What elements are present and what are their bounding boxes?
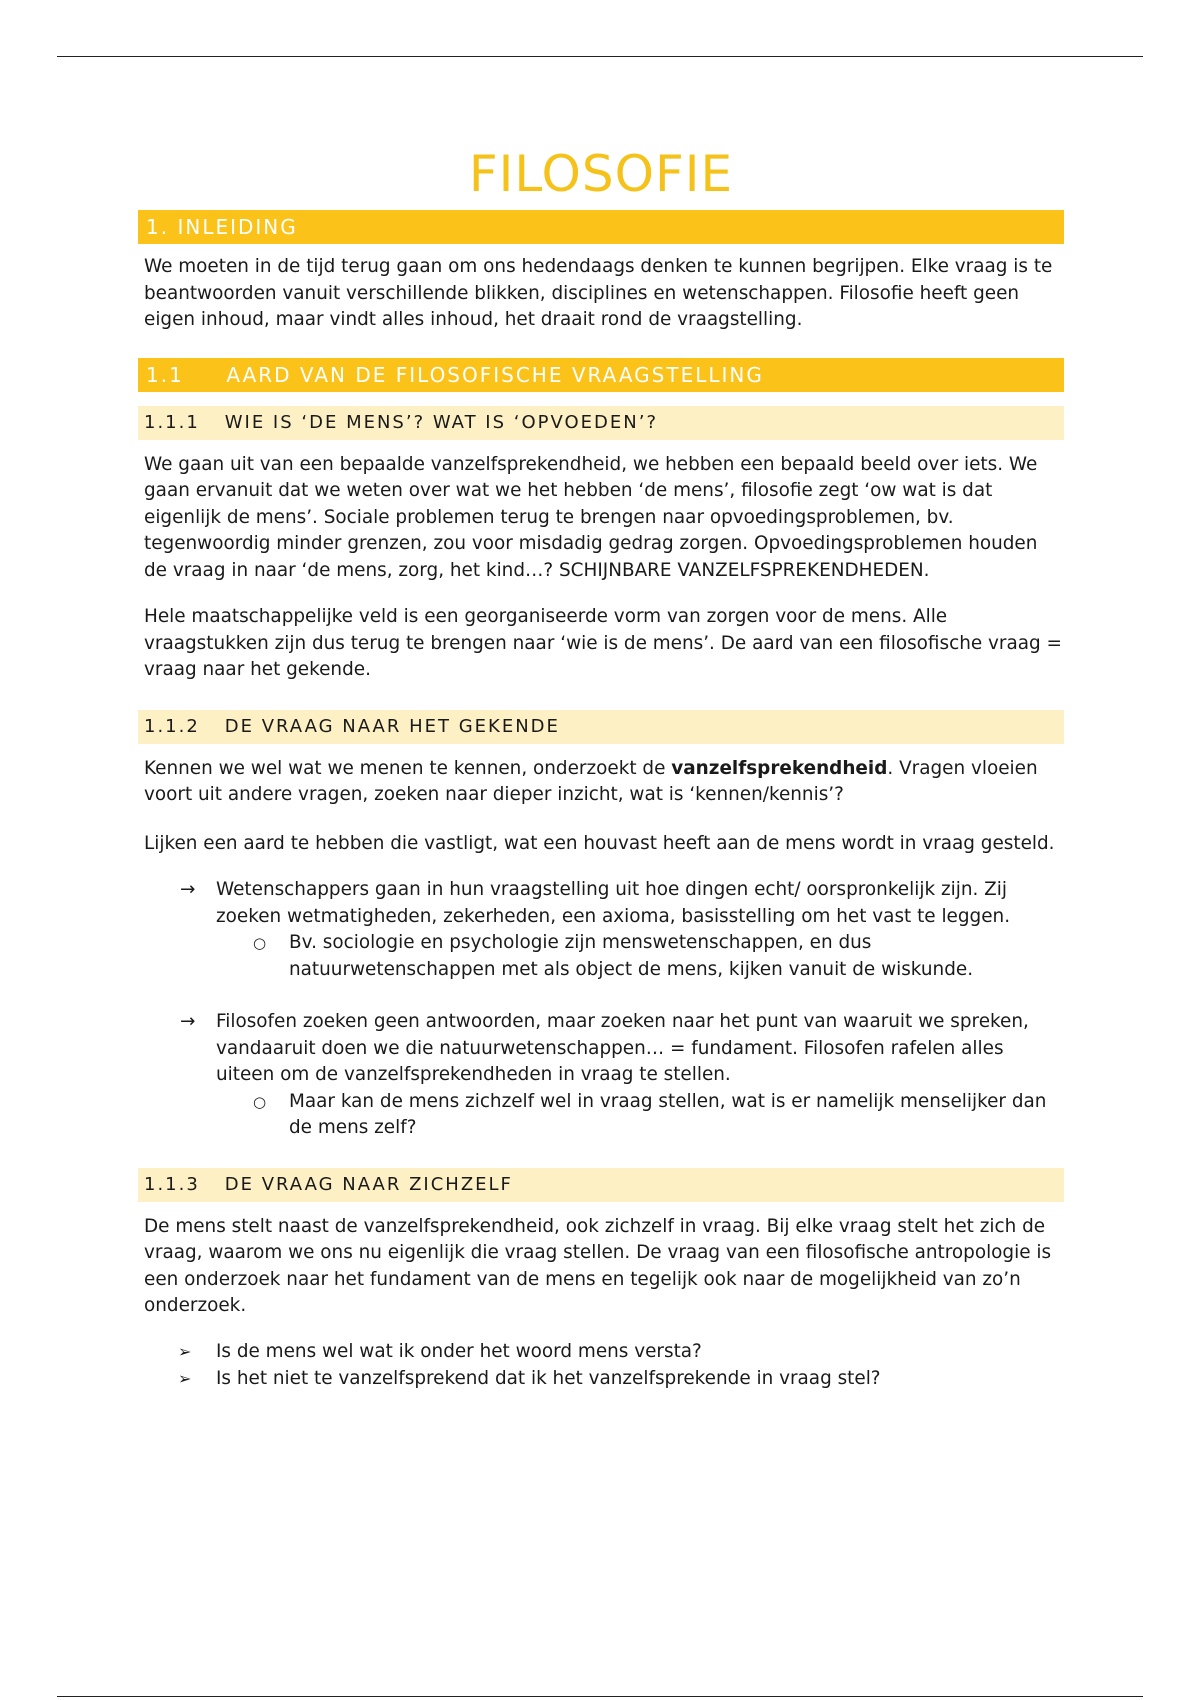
sub-list-item-text: Maar kan de mens zichzelf wel in vraag stellen, wat is er namelijk menselijker dan de mens zelf? [289, 1090, 1047, 1138]
list-item [138, 1338, 1064, 1365]
sub-list-item [216, 1089, 1064, 1142]
subsection-heading-wie-is-de-mens [138, 406, 1064, 440]
inleiding-paragraph: We moeten in de tijd terug gaan om ons hedendaags denken te kunnen begrijpen. Elke vraag is te beantwoorden vanuit verschillende blikken, disciplines en wetenschappen. Filosofie heeft geen eigen inhoud, maar vindt alles inhoud, het draait rond de vraagstelling. [144, 256, 1053, 330]
subsection-number: 1.1.2 [144, 715, 200, 737]
arrow-right-icon: → [180, 879, 196, 900]
bullet-list [138, 1338, 1064, 1392]
sub-list-item [216, 930, 1064, 983]
subsection-heading-zichzelf [138, 1168, 1064, 1202]
arrow-right-icon: → [180, 1011, 196, 1032]
list-item-text: Is de mens wel wat ik onder het woord mens versta? [216, 1340, 702, 1362]
section-number: 1.1 [146, 362, 184, 387]
paragraph: We gaan uit van een bepaalde vanzelfsprekendheid, we hebben een bepaald beeld over iets. We gaan ervanuit dat we weten over wat we het hebben ‘de mens’, filosofie zegt ‘ow wat is dat eigenlijk de mens’. Sociale problemen terug te brengen naar opvoedingsproblemen, bv. tegenwoordig minder grenzen, zou voor misdadig gedrag zorgen. Opvoedingsproblemen houden de vraag in naar ‘de mens, zorg, het kind…? SCHIJNBARE VANZELFSPREKENDHEDEN. [144, 453, 1038, 581]
footer-rule [57, 1696, 1143, 1697]
arrow-list [138, 877, 1064, 1142]
list-item-text: Is het niet te vanzelfsprekend dat ik het vanzelfsprekende in vraag stel? [216, 1367, 881, 1389]
document-title: FILOSOFIE [468, 145, 734, 203]
text-run: Kennen we wel wat we menen te kennen, onderzoekt de [144, 757, 672, 779]
paragraph [138, 756, 1064, 809]
subsection-title: DE VRAAG NAAR ZICHZELF [224, 1173, 513, 1195]
subsection-heading-gekende [138, 710, 1064, 744]
subsection-title: DE VRAAG NAAR HET GEKENDE [224, 715, 560, 737]
list-item-text: Wetenschappers gaan in hun vraagstelling uit hoe dingen echt/ oorspronkelijk zijn. Zij zoeken wetmatigheden, zekerheden, een axioma, basisstelling om het vast te leggen. [216, 879, 1011, 927]
subsection-title: WIE IS ‘DE MENS’? WAT IS ‘OPVOEDEN’? [224, 411, 659, 433]
sub-list-item-text: Bv. sociologie en psychologie zijn menswetenschappen, en dus natuurwetenschappen met als object de mens, kijken vanuit de wiskunde. [289, 932, 974, 980]
section-number: 1. [146, 215, 170, 239]
section-heading-inleiding [138, 210, 1064, 244]
arrowhead-bullet-icon: ➢ [178, 1368, 192, 1388]
circle-bullet-icon: ○ [253, 934, 267, 952]
circle-bullet-icon: ○ [253, 1092, 267, 1111]
subsection-number: 1.1.3 [144, 1173, 200, 1195]
section-title: INLEIDING [177, 215, 298, 239]
header-rule [57, 56, 1143, 57]
list-item [138, 1009, 1064, 1142]
document-body [138, 138, 1064, 1392]
paragraph: De mens stelt naast de vanzelfsprekendheid, ook zichzelf in vraag. Bij elke vraag stelt het zich de vraag, waarom we ons nu eigenlijk die vraag stellen. De vraag van een filosofische antropologie is een onderzoek naar het fundament van de mens en tegelijk ook naar de mogelijkheid van zo’n onderzoek. [144, 1215, 1052, 1316]
text-run: . Vragen vloeien voort uit andere vragen, zoeken naar dieper inzicht, wat is ‘kennen/kennis’? [144, 757, 1038, 805]
bold-term: vanzelfsprekendheid [671, 757, 888, 779]
subsection-number: 1.1.1 [144, 411, 200, 433]
arrowhead-bullet-icon: ➢ [178, 1341, 192, 1361]
list-item [138, 877, 1064, 983]
list-item [138, 1365, 1064, 1392]
section-title: AARD VAN DE FILOSOFISCHE VRAAGSTELLING [226, 362, 764, 387]
section-heading-aard [138, 358, 1064, 392]
paragraph: Hele maatschappelijke veld is een georganiseerde vorm van zorgen voor de mens. Alle vraagstukken zijn dus terug te brengen naar ‘wie is de mens’. De aard van een filosofische vraag = vraag naar het gekende. [144, 606, 1062, 680]
paragraph: Lijken een aard te hebben die vastligt, wat een houvast heeft aan de mens wordt in vraag gesteld. [144, 832, 1055, 854]
list-item-text: Filosofen zoeken geen antwoorden, maar zoeken naar het punt van waaruit we spreken, vandaaruit doen we die natuurwetenschappen… = fundament. Filosofen rafelen alles uiteen om de vanzelfsprekendheden in vraag te stellen. [216, 1011, 1029, 1085]
